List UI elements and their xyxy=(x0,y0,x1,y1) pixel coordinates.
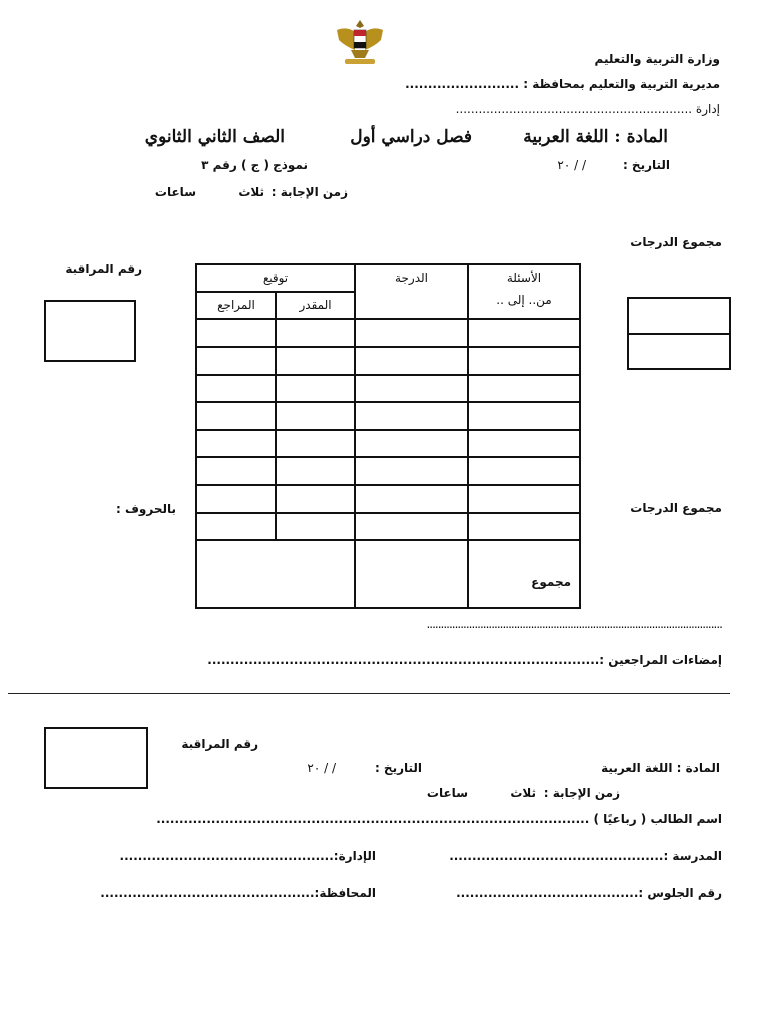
grade-header: الدرجة xyxy=(355,264,468,319)
egypt-eagle-emblem xyxy=(333,16,387,68)
slip-time-label: زمن الإجابة : xyxy=(543,786,620,800)
table-cell[interactable] xyxy=(468,430,580,458)
slip-administration-field[interactable]: الإدارة:............................................... xyxy=(119,849,376,863)
subject-title: المادة : اللغة العربية xyxy=(523,127,668,147)
table-cell[interactable] xyxy=(468,485,580,513)
school-field[interactable]: المدرسة :............................................... xyxy=(449,849,722,863)
table-cell[interactable] xyxy=(468,513,580,541)
table-cell[interactable] xyxy=(196,457,276,485)
slip-proctor-box[interactable] xyxy=(44,727,148,789)
table-cell[interactable] xyxy=(468,402,580,430)
ministry-name: وزارة التربية والتعليم xyxy=(594,52,720,66)
estimator-header: المقدر xyxy=(276,292,355,320)
grades-table xyxy=(195,263,581,609)
date-label: التاريخ : xyxy=(622,158,670,172)
table-cell[interactable] xyxy=(355,347,468,375)
table-cell[interactable] xyxy=(276,375,355,403)
table-cell[interactable] xyxy=(355,457,468,485)
table-cell[interactable] xyxy=(355,375,468,403)
slip-time-value: ثلاث xyxy=(510,786,536,800)
table-cell[interactable] xyxy=(196,513,276,541)
from-to-label: من.. إلى .. xyxy=(496,293,552,307)
slip-subject: المادة : اللغة العربية xyxy=(601,761,720,775)
table-cell[interactable] xyxy=(276,402,355,430)
table-cell[interactable] xyxy=(196,430,276,458)
administration-field: إدارة .............................................................. xyxy=(455,102,720,116)
table-cell[interactable] xyxy=(468,457,580,485)
dots-line: ......................................................................................................... xyxy=(426,617,722,631)
time-unit: ساعات xyxy=(154,185,196,199)
table-cell[interactable] xyxy=(355,430,468,458)
total-grade-cell[interactable] xyxy=(355,540,468,608)
table-cell[interactable] xyxy=(196,402,276,430)
table-cell[interactable] xyxy=(355,402,468,430)
total-signature-cell[interactable] xyxy=(196,540,355,608)
questions-label: الأسئلة xyxy=(506,271,542,285)
table-cell[interactable] xyxy=(355,485,468,513)
in-letters-label: بالحروف : xyxy=(115,502,176,516)
table-cell[interactable] xyxy=(276,430,355,458)
proctor-number-box[interactable] xyxy=(44,300,136,362)
table-cell[interactable] xyxy=(355,513,468,541)
table-cell[interactable] xyxy=(196,485,276,513)
governorate-field[interactable]: المحافظة:............................................... xyxy=(100,886,376,900)
total-grades-divider xyxy=(629,333,729,335)
total-cell: مجموع xyxy=(468,540,580,608)
table-cell[interactable] xyxy=(196,375,276,403)
slip-time-unit: ساعات xyxy=(426,786,468,800)
table-cell[interactable] xyxy=(196,319,276,347)
student-name-field[interactable]: اسم الطالب ( رباعيًا ) ............................................................................................... xyxy=(156,812,722,826)
total-grades-label: مجموع الدرجات xyxy=(630,235,722,249)
table-cell[interactable] xyxy=(276,319,355,347)
slip-date-label: التاريخ : xyxy=(374,761,422,775)
directorate-field: مديرية التربية والتعليم بمحافظة : ......................... xyxy=(405,77,720,91)
table-cell[interactable] xyxy=(468,347,580,375)
proctor-number-label: رقم المراقبة xyxy=(65,262,142,276)
signature-header: توقيع xyxy=(196,264,355,292)
table-cell[interactable] xyxy=(276,457,355,485)
time-label: زمن الإجابة : xyxy=(271,185,348,199)
reviewers-signatures: إمضاءات المراجعين :...................................................................................... xyxy=(207,653,722,667)
table-cell[interactable] xyxy=(355,319,468,347)
cut-line xyxy=(8,693,730,694)
term-title: فصل دراسي أول xyxy=(350,127,472,147)
model-number: نموذج ( ج ) رقم ٣ xyxy=(201,158,308,172)
time-value: ثلاث xyxy=(238,185,264,199)
table-cell[interactable] xyxy=(276,485,355,513)
table-cell[interactable] xyxy=(468,375,580,403)
total-grades-box[interactable] xyxy=(627,297,731,370)
grade-title: الصف الثاني الثانوي xyxy=(144,127,285,147)
table-cell[interactable] xyxy=(276,347,355,375)
slip-proctor-label: رقم المراقبة xyxy=(181,737,258,751)
table-cell[interactable] xyxy=(276,513,355,541)
seat-number-field[interactable]: رقم الجلوس :........................................ xyxy=(456,886,722,900)
date-value: / / ٢٠ xyxy=(557,158,586,172)
questions-header xyxy=(468,264,580,319)
slip-date-value: / / ٢٠ xyxy=(307,761,336,775)
reviewer-header: المراجع xyxy=(196,292,276,320)
table-cell[interactable] xyxy=(468,319,580,347)
table-cell[interactable] xyxy=(196,347,276,375)
total-grades-label-2: مجموع الدرجات xyxy=(630,501,722,515)
